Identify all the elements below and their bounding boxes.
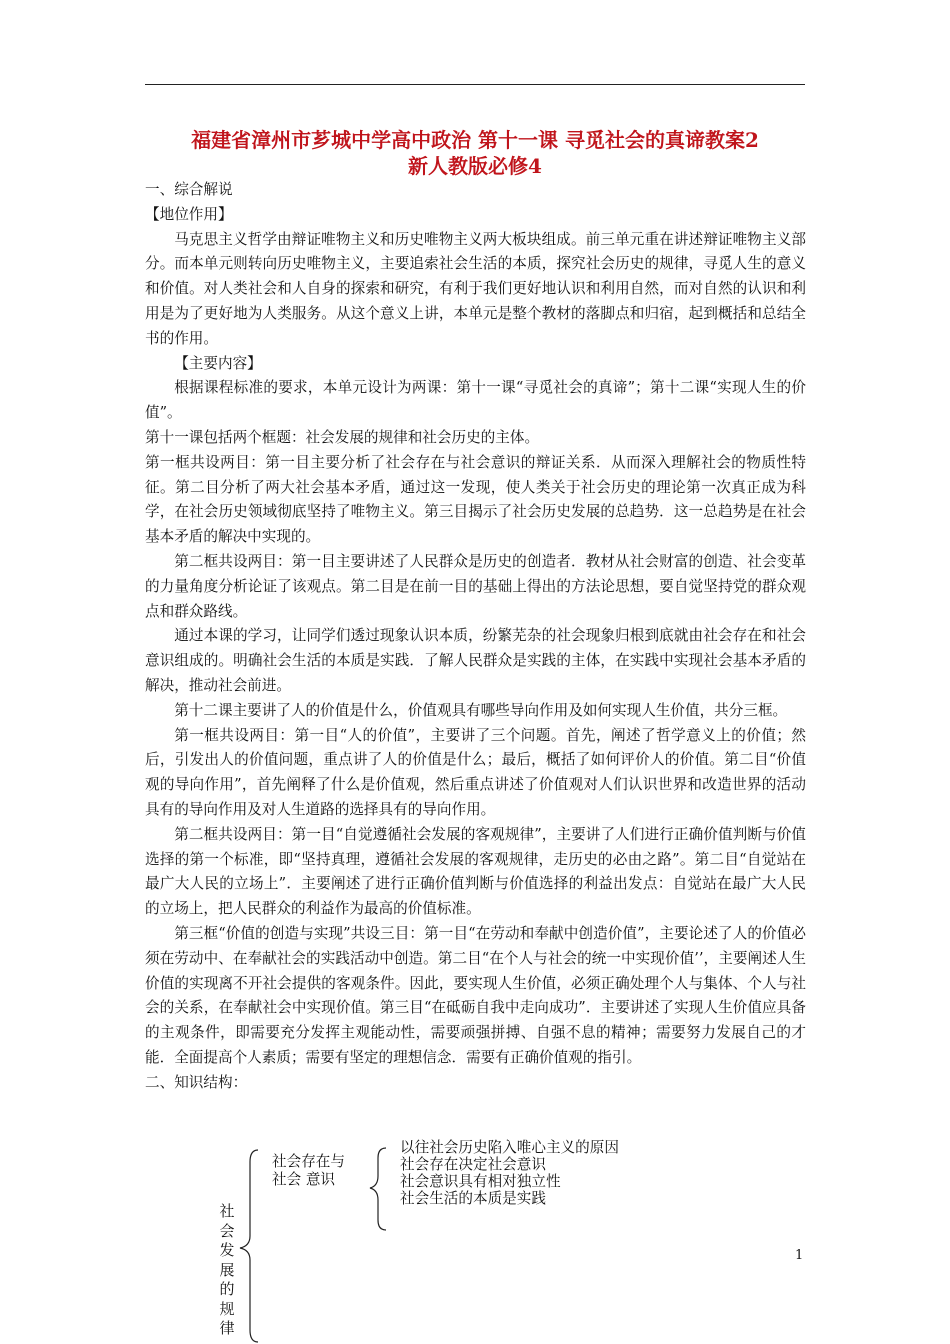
root-label-char: 发: [219, 1241, 235, 1259]
paragraph: 【主要内容】: [174, 354, 262, 372]
structure-node-label-line2: 社会 意识: [272, 1171, 336, 1188]
header-rule: [145, 84, 805, 85]
root-label-char: 律: [219, 1319, 235, 1337]
paragraph: 根据课程标准的要求，本单元设计为两课：第十一课“寻觅社会的真谛”；第十二课“实现人生的价值”。: [145, 379, 806, 422]
page-title-line1: 福建省漳州市芗城中学高中政治 第十一课 寻觅社会的真谛教案2: [191, 128, 759, 152]
paragraph: 第二框共设两目：第一目“自觉遵循社会发展的客观规律”，主要讲了人们进行正确价值判断与价值选择的第一个标准，即“坚持真理，遵循社会发展的客观规律，走历史的必由之路”。第二目“自觉站在最广大人民的立场上”．主要阐述了进行正确价值判断与价值选择的利益出发点：自觉站在最广大人民的立场上，把人民群众的利益作为最高的价值标准。: [145, 825, 806, 918]
root-label-char: 社: [219, 1202, 235, 1220]
paragraph: 第十二课主要讲了人的价值是什么，价值观具有哪些导向作用及如何实现人生价值，共分三框。: [174, 701, 788, 719]
paragraph: 第十一课包括两个框题：社会发展的规律和社会历史的主体。: [145, 428, 540, 446]
paragraph: 【地位作用】: [145, 205, 233, 223]
root-label-char: 展: [219, 1260, 235, 1279]
root-label-char: 会: [219, 1221, 235, 1240]
paragraph: 通过本课的学习，让同学们透过现象认识本质，纷繁芜杂的社会现象归根到底就由社会存在和社会意识组成的。明确社会生活的本质是实践．了解人民群众是实践的主体，在实践中实现社会基本矛盾的解决，推动社会前进。: [145, 627, 806, 694]
paragraph: 二、知识结构：: [145, 1073, 248, 1091]
structure-leaf: 社会意识具有相对独立性: [400, 1173, 561, 1190]
paragraph: 一、综合解说: [145, 181, 233, 198]
paragraph: 第三框“价值的创造与实现”共设三目：第一目“在劳动和奉献中创造价值”，主要论述了人的价值必须在劳动中、在奉献社会的实践活动中创造。第二目“在个人与社会的统一中实现价值’’，主要阐述人生价值的实现离不开社会提供的客观条件。因此，要实现人生价值，必须正确处理个人与集体、个人与社会的关系，在奉献社会中实现价值。第三目“在砥砺自我中走向成功”．主要讲述了实现人生价值应具备的主观条件，即需要充分发挥主观能动性，需要顽强拼搏、自强不息的精神；需要努力发展自己的才能．全面提高个人素质；需要有坚定的理想信念．需要有正确价值观的指引。: [145, 924, 806, 1066]
root-label-char: 规: [219, 1299, 235, 1318]
paragraph: 第一框共设两目：第一目主要分析了社会存在与社会意识的辩证关系．从而深入理解社会的物质性特征。第二目分析了两大社会基本矛盾，通过这一发现，使人类关于社会历史的理论第一次真正成为科学，在社会历史领域彻底坚持了唯物主义。第三目揭示了社会历史发展的总趋势．这一总趋势是在社会基本矛盾的解决中实现的。: [145, 453, 806, 546]
structure-leaf: 社会存在决定社会意识: [400, 1156, 546, 1173]
root-label-char: 的: [219, 1280, 235, 1298]
structure-leaf: 以往社会历史陷入唯心主义的原因: [400, 1139, 619, 1156]
inner-brace: [370, 1148, 386, 1230]
paragraph: 马克思主义哲学由辩证唯物主义和历史唯物主义两大板块组成。前三单元重在讲述辩证唯物主义部分。而本单元则转向历史唯物主义，主要追索社会生活的本质，探究社会历史的规律，寻觅人生的意义和价值。对人类社会和人自身的探索和研究，有利于我们更好地认识和利用自然，而对自然的认识和利用是为了更好地为人类服务。从这个意义上讲，本单元是整个教材的落脚点和归宿，起到概括和总结全书的作用。: [145, 230, 806, 347]
outer-brace: [240, 1150, 258, 1342]
structure-root-label: [218, 1202, 236, 1339]
page-title-line2: 新人教版必修4: [408, 154, 542, 178]
structure-leaf: 社会生活的本质是实践: [400, 1190, 546, 1207]
document-body: [145, 178, 806, 1095]
structure-node-label-line1: 社会存在与: [272, 1153, 345, 1170]
paragraph: 第一框共设两目：第一目“人的价值”，主要讲了三个问题。首先，阐述了哲学意义上的价值；然后，引发出人的价值问题，重点讲了人的价值是什么；最后，概括了如何评价人的价值。第二目“价值观的导向作用”，首先阐释了什么是价值观，然后重点讲述了价值观对人们认识世界和改造世界的活动具有的导向作用及对人生道路的选择具有的导向作用。: [145, 726, 806, 818]
paragraph: 第二框共设两目：第一目主要讲述了人民群众是历史的创造者．教材从社会财富的创造、社会变革的力量角度分析论证了该观点。第二目是在前一目的基础上得出的方法论思想，要自觉坚持党的群众观点和群众路线。: [145, 552, 806, 620]
page-number: 1: [795, 1248, 804, 1263]
